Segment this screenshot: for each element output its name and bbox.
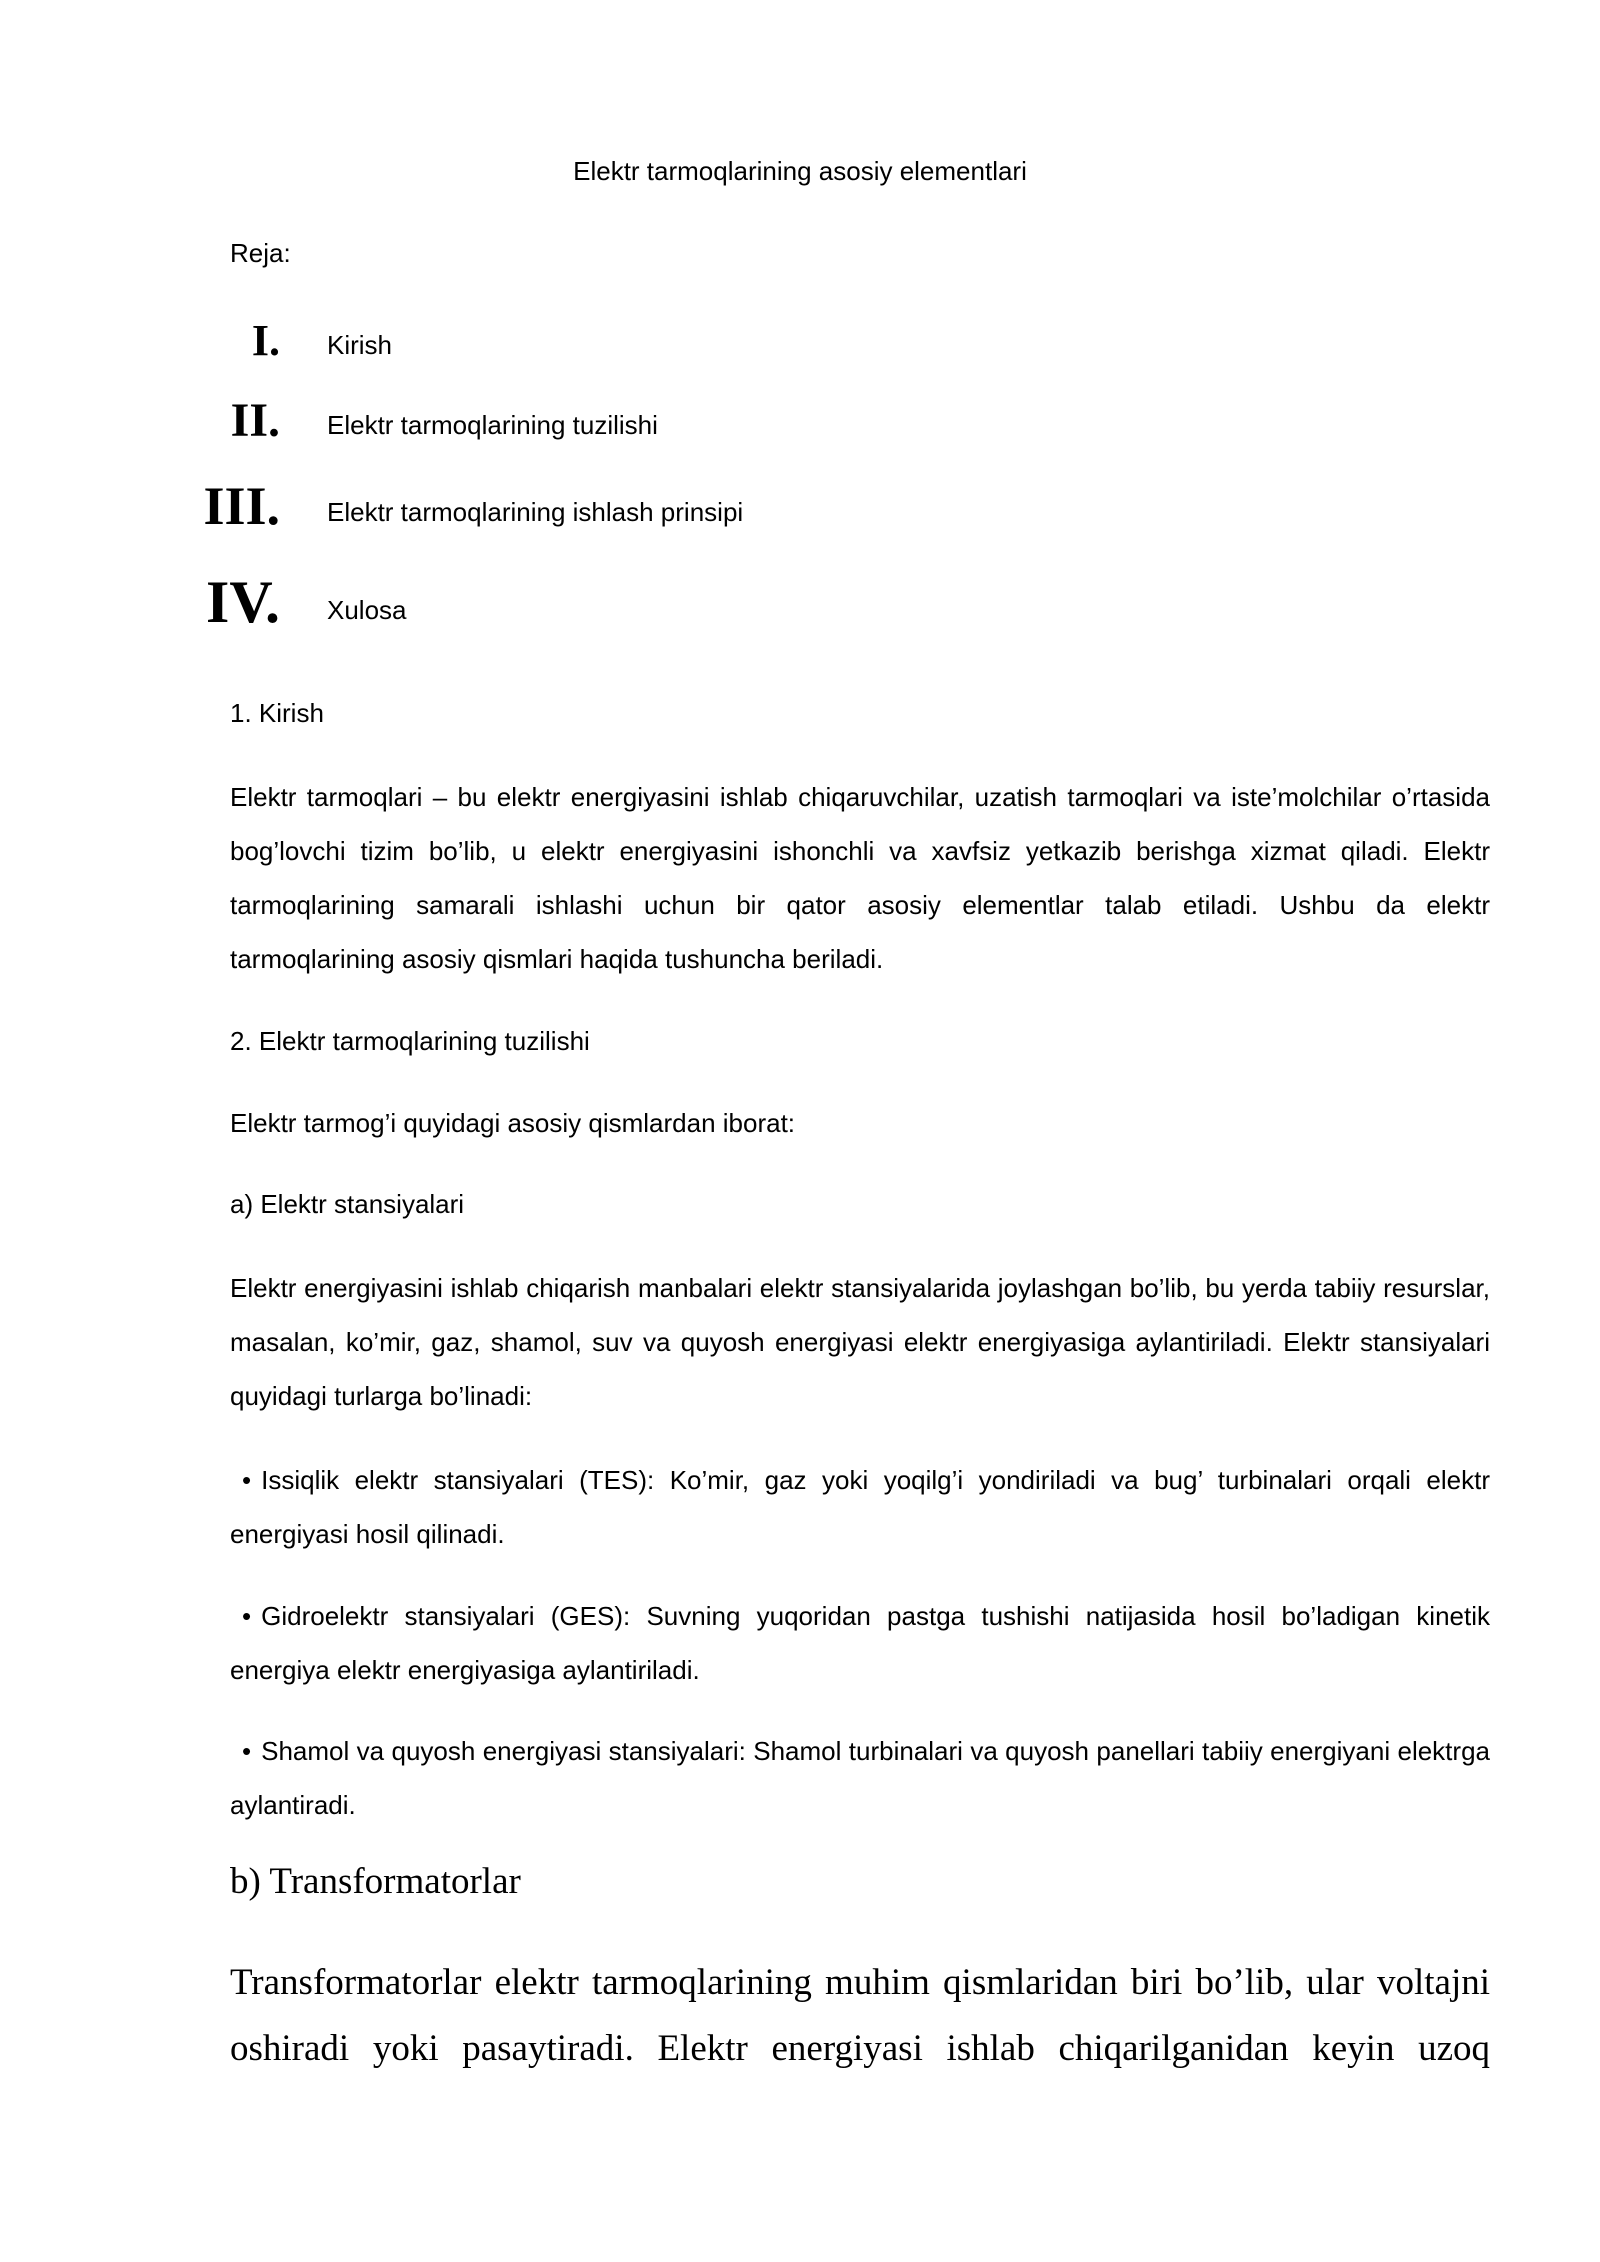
toc-item-tuzilishi: Elektr tarmoqlarining tuzilishi [327,410,658,440]
list-item-text: Gidroelektr stansiyalari (GES): Suvning yuqoridan pastga tushishi natijasida hosil bo’ladigan kinetik energiya elektr energiyasiga aylantiriladi. [230,1601,1490,1685]
document-title: Elektr tarmoqlarining asosiy elementlari [573,156,1027,186]
list-item [230,1453,1490,1561]
plan-label: Reja: [230,238,291,268]
toc-item-prinsipi: Elektr tarmoqlarining ishlash prinsipi [327,497,744,527]
subsection-heading-stansiyalar: a) Elektr stansiyalari [230,1189,465,1219]
toc-numeral: II. [230,394,280,447]
section-heading-tuzilishi: 2. Elektr tarmoqlarining tuzilishi [230,1026,590,1056]
section-heading-kirish: 1. Kirish [230,698,324,728]
list-item-text: Shamol va quyosh energiyasi stansiyalari: Shamol turbinalari va quyosh panellari tabiiy energiyani elektrga aylantiradi. [230,1736,1490,1820]
subsection-paragraph-transformatorlar: Transformatorlar elektr tarmoqlarining muhim qismlaridan biri bo’lib, ular voltajni oshiradi yoki pasaytiradi. Elektr energiyasi ishlab chiqarilganidan keyin uzoq [230,1962,1490,2069]
subsection-heading-transformatorlar: b) Transformatorlar [230,1861,521,1902]
subsection-paragraph-stansiyalar: Elektr energiyasini ishlab chiqarish manbalari elektr stansiyalarida joylashgan bo’lib, bu yerda tabiiy resurslar, masalan, ko’mir, gaz, shamol, suv va quyosh energiyasi elektr energiyasiga aylantiriladi. Elektr stansiyalari quyidagi turlarga bo’linadi: [230,1273,1490,1411]
toc-item-xulosa: Xulosa [327,595,407,625]
section-intro: Elektr tarmog’i quyidagi asosiy qismlardan iborat: [230,1108,796,1138]
bullet-icon: • [242,1601,252,1631]
toc-numeral: I. [251,316,280,365]
toc-numeral: III. [203,476,280,536]
bullet-icon: • [242,1465,252,1495]
toc-numeral: IV. [206,569,280,635]
list-item-text: Issiqlik elektr stansiyalari (TES): Ko’mir, gaz yoki yoqilg’i yondiriladi va bug’ turbinalari orqali elektr energiyasi hosil qilinadi. [230,1465,1490,1549]
bullet-icon: • [242,1736,252,1766]
list-item [230,1724,1490,1832]
toc-item-kirish: Kirish [327,330,393,360]
list-item [230,1589,1490,1697]
section-paragraph-kirish: Elektr tarmoqlari – bu elektr energiyasini ishlab chiqaruvchilar, uzatish tarmoqlari va iste’molchilar o’rtasida bog’lovchi tizim bo’lib, u elektr energiyasini ishonchli va xavfsiz yetkazib berishga xizmat qiladi. Elektr tarmoqlarining samarali ishlashi uchun bir qator asosiy elementlar talab etiladi. Ushbu da elektr tarmoqlarining asosiy qismlari haqida tushuncha beriladi. [230,782,1490,974]
